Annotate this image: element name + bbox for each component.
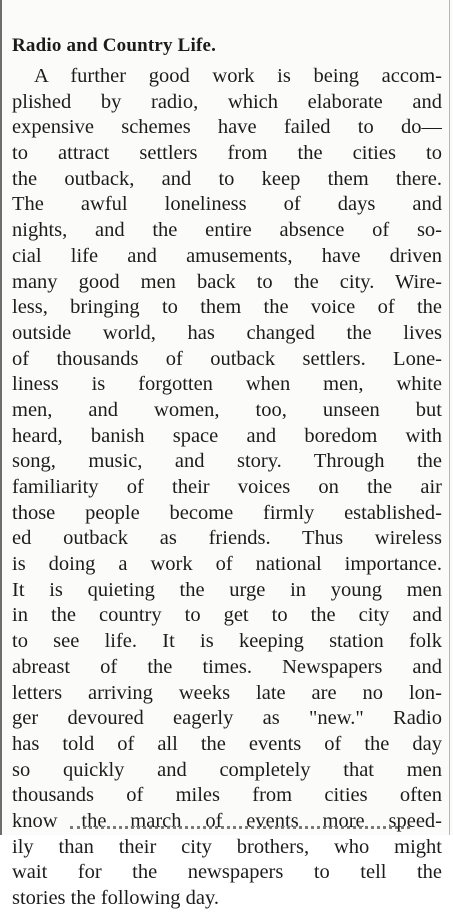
article-line: stories the following day. <box>12 887 220 909</box>
article-line: letters arriving weeks late are no lon- <box>12 681 442 704</box>
article-line: The awful loneliness of days and <box>12 193 442 216</box>
bottom-dotted-rule <box>70 826 410 829</box>
article-line: song, music, and story. Through the <box>12 450 442 473</box>
article-line: those people become firmly established- <box>12 501 442 524</box>
article-line: to see life. It is keeping station folk <box>12 630 442 653</box>
article-line: heard, banish space and boredom with <box>12 424 442 447</box>
article-line: know the march of events more speed- <box>12 809 442 832</box>
article-headline: Radio and Country Life. <box>12 35 217 56</box>
article-line: to attract settlers from the cities to <box>12 142 442 165</box>
article-line: less, bringing to them the voice of the <box>12 296 442 319</box>
article-line: the outback, and to keep them there. <box>12 167 442 190</box>
article-line: of thousands of outback settlers. Lone- <box>12 347 442 370</box>
article-line: wait for the newspapers to tell the <box>12 861 442 884</box>
article-line: has told of all the events of the day <box>12 732 442 755</box>
article-line: It is quieting the urge in young men <box>12 578 442 601</box>
article-line: liness is forgotten when men, white <box>12 373 442 396</box>
article-line: abreast of the times. Newspapers and <box>12 655 442 678</box>
article-line: is doing a work of national importance. <box>12 553 442 576</box>
article-line: outside world, has changed the lives <box>12 321 442 344</box>
article-line: men, and women, too, unseen but <box>12 398 442 421</box>
article-line: many good men back to the city. Wire- <box>12 270 442 293</box>
article-line: A further good work is being accom- <box>34 65 442 87</box>
article-line: cial life and amusements, have driven <box>12 244 442 267</box>
article-line: familiarity of their voices on the air <box>12 476 442 498</box>
article-line: ed outback as friends. Thus wireless <box>12 527 442 550</box>
article-line: ger devoured eagerly as "new." Radio <box>12 707 442 730</box>
column-rule-left <box>0 0 2 835</box>
article-line: so quickly and completely that men <box>12 758 442 781</box>
column-rule-right <box>449 0 450 835</box>
article-line: ily than their city brothers, who might <box>12 835 442 858</box>
article-line: nights, and the entire absence of so- <box>12 219 442 242</box>
article-line: expensive schemes have failed to do— <box>12 116 442 139</box>
article-line: thousands of miles from cities often <box>12 784 442 807</box>
article-body <box>12 64 442 912</box>
article-line: plished by radio, which elaborate and <box>12 90 442 113</box>
article-line: in the country to get to the city and <box>12 604 442 627</box>
